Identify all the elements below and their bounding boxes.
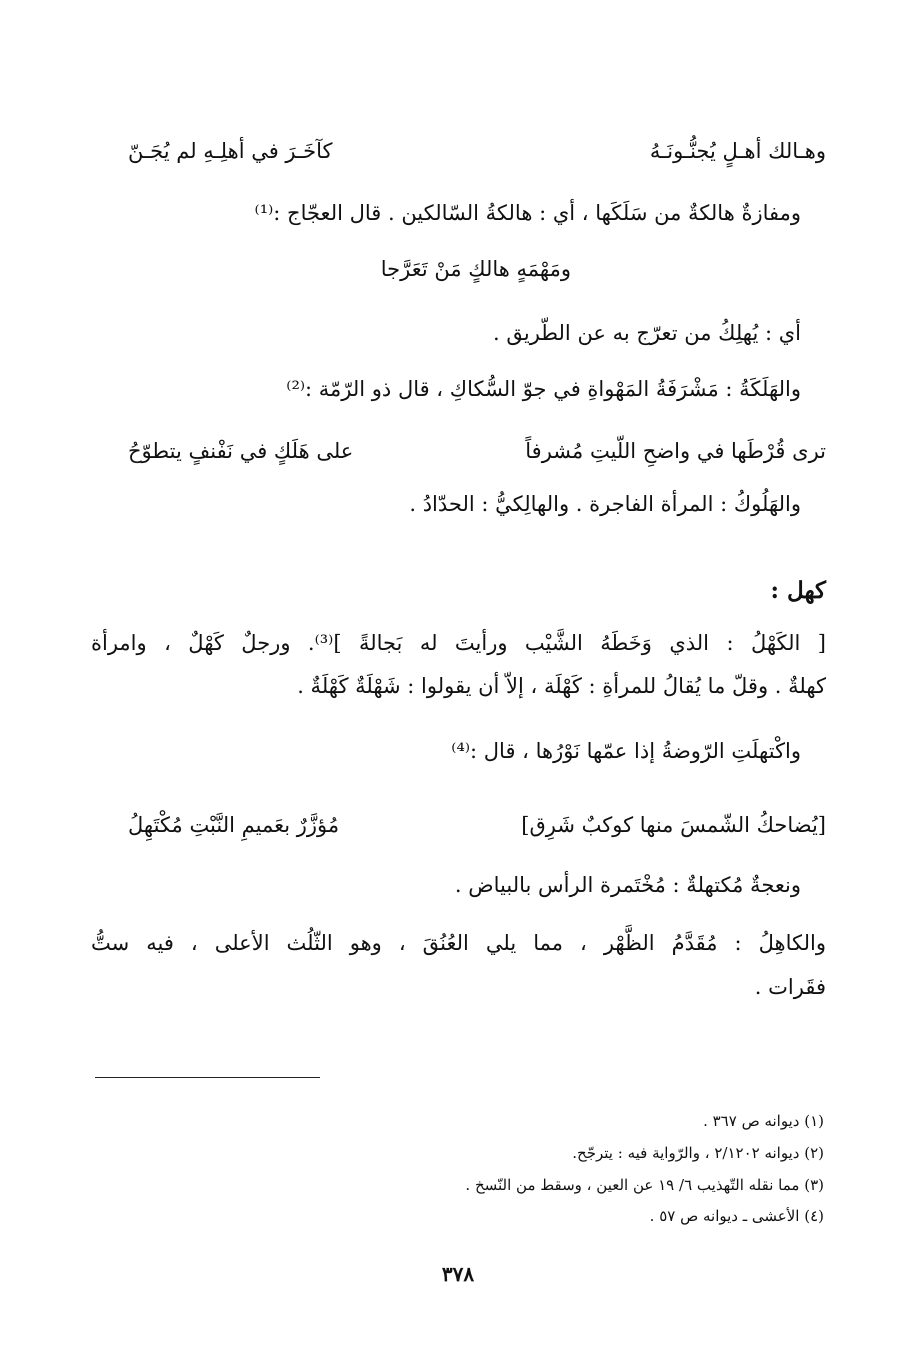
page-number: ٣٧٨ <box>441 1262 475 1286</box>
text-line-4: والهَلَكَةُ : مَشْرَفَةُ المَهْواةِ في جوّ السُّكاكِ ، قال ذو الرّمّة :⁽²⁾ <box>286 377 801 401</box>
text-line-1: ومفازةٌ هالكةٌ من سَلَكَها ، أي : هالكةُ السّالكين . قال العجّاج :⁽¹⁾ <box>254 201 801 225</box>
verse-3-right-hemistich: [يُضاحكُ الشّمسَ منها كوكبٌ شَرِق] <box>521 813 826 837</box>
footnote-4: (٤) الأعشى ـ ديوانه ص ٥٧ . <box>649 1207 824 1225</box>
verse-2-left-hemistich: على هَلَكٍ في نَفْنفٍ يتطوّحُ <box>128 439 354 463</box>
paragraph-2-line-1: والكاهِلُ : مُقَدَّمُ الظَّهْر ، مما يلي العُنُقَ ، وهو الثّلُث الأعلى ، فيه ستُّ <box>91 931 826 955</box>
verse-2-right-hemistich: ترى قُرْطَها في واضحِ اللّيتِ مُشرفاً <box>525 439 826 463</box>
text-line-3: أي : يُهلِكُ من تعرّج به عن الطّريق . <box>493 321 801 345</box>
footnote-3: (٣) مما نقله التّهذيب ٦/ ١٩ عن العين ، وسقط من النّسخ . <box>465 1176 824 1194</box>
paragraph-1-line-1: [ الكَهْلُ : الذي وَخَطَهُ الشَّيْب ورأيتَ له بَجالةً ]⁽³⁾. ورجلٌ كَهْلٌ ، وامرأة <box>91 631 826 655</box>
paragraph-1-line-2: كهلةٌ . وقلّ ما يُقالُ للمرأةِ : كَهْلَة ، إلاّ أن يقولوا : شَهْلَةٌ كَهْلَةٌ . <box>297 674 826 698</box>
paragraph-2-line-2: فقَرات . <box>754 975 826 999</box>
text-line-7: ونعجةٌ مُكتهلةٌ : مُخْتَمرة الرأس بالبياض . <box>454 873 801 897</box>
verse-3-left-hemistich: مُؤزَّرٌ بعَميمِ النَّبْتِ مُكْتَهِلُ <box>128 813 340 837</box>
footnote-1: (١) ديوانه ص ٣٦٧ . <box>703 1112 824 1130</box>
text-line-6: واكْتهلَتِ الرّوضةُ إذا عمّها نَوْرُها ، قال :⁽⁴⁾ <box>451 739 801 763</box>
footnote-separator <box>95 1077 320 1078</box>
rajaz-verse: ومَهْمَهٍ هالكٍ مَنْ تَعَرَّجا <box>380 257 571 281</box>
text-line-5: والهَلُوكُ : المرأة الفاجرة . والهالِكيُّ : الحدّادُ . <box>409 492 801 516</box>
footnote-2: (٢) ديوانه ٢/١٢٠٢ ، والرّواية فيه : يترجّح. <box>572 1144 824 1162</box>
verse-1-left-hemistich: كآخَـرَ في أهلِـهِ لم يُجَـنّ <box>128 139 333 163</box>
entry-heading: كهل : <box>770 577 826 604</box>
verse-1-right-hemistich: وهـالك أهـلٍ يُجنُّـونَـهُ <box>649 139 826 163</box>
